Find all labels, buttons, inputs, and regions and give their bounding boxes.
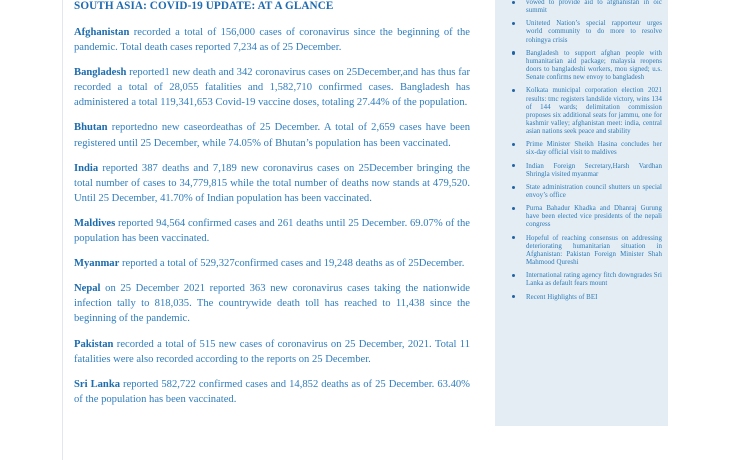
list-item <box>495 50 662 82</box>
list-item <box>495 87 662 136</box>
list-item <box>495 141 662 157</box>
news-item-text: vowed to provide aid to afghanistan in oic summit <box>526 0 662 15</box>
news-highlights-list <box>495 0 668 302</box>
list-item <box>495 184 662 200</box>
country-label-bangladesh: Bangladesh <box>74 67 127 79</box>
news-item-text: International rating agency fitch downgrades Sri Lanka as default fears mount <box>526 272 662 288</box>
news-item-text: Prime Minister Sheikh Hasina concludes her six-day official visit to maldives <box>526 141 662 157</box>
news-item-text: State administration council shutters un special envoy’s office <box>526 183 662 199</box>
paragraph-afghanistan <box>74 25 470 55</box>
paragraph-text-afghanistan: recorded a total of 156,000 cases of coronavirus since the beginning of the pandemic. Total death cases reported 7,234 as of 25 December. <box>74 27 470 54</box>
bullet-icon <box>512 143 515 146</box>
list-item <box>495 272 662 288</box>
country-label-maldives: Maldives <box>74 217 116 229</box>
list-item <box>495 235 662 267</box>
list-item <box>495 20 662 44</box>
list-item <box>495 294 662 302</box>
country-label-nepal: Nepal <box>74 283 101 295</box>
bullet-icon <box>512 295 515 298</box>
news-item-text: Hopeful of reaching consensus on addressing deteriorating humanitarian situation in Afghanistan: Pakistan Foreign Minister Shah Mahmood Qureshi <box>526 234 662 267</box>
news-item-text: Kolkata municipal corporation election 2021 results: tmc registers landslide victory, wins 134 of 144 wards; delimitation commission proposes six additional seats for jammu, one for kashmir valley; afghanistan meet: india, central asian nations seek peace and stability <box>526 87 662 135</box>
country-label-bhutan: Bhutan <box>74 122 108 134</box>
paragraph-text-sri-lanka: reported 582,722 confirmed cases and 14,852 deaths as of 25 December. 63.40% of the population has been vaccinated. <box>74 378 470 405</box>
country-label-pakistan: Pakistan <box>74 338 114 350</box>
news-item-text: Indian Foreign Secretary,Harsh Vardhan Shringla visited myanmar <box>526 162 662 178</box>
news-item-text: Recent Highlights of BEI <box>526 293 598 301</box>
paragraph-text-pakistan: recorded a total of 515 new cases of coronavirus on 25 December, 2021. Total 11 fatalities were also recorded according to the reports on 25 December. <box>74 338 470 365</box>
bullet-icon <box>512 164 515 167</box>
paragraph-text-bangladesh: reported1 new death and 342 coronavirus cases on 25December,and has thus far recorded a total of 28,055 fatalities and 1,582,710 confirmed cases. Bangladesh has administered a total 119,341,653 Covid-19 vaccine doses, totaling 27.44% of the population. <box>74 67 470 109</box>
news-highlights-sidebar <box>495 0 668 426</box>
country-label-sri-lanka: Sri Lanka <box>74 378 121 390</box>
bullet-icon <box>512 186 515 189</box>
bullet-icon <box>512 1 515 4</box>
paragraph-maldives <box>74 216 470 246</box>
news-item-text: Bangladesh to support afghan people with humanitarian aid package; malaysia reopens doors to bangladeshi workers, mou signed; u.s. Senate confirms new envoy to bangladesh <box>526 49 662 82</box>
paragraph-bhutan <box>74 120 470 150</box>
paragraph-text-maldives: reported 94,564 confirmed cases and 261 deaths until 25 December. 69.07% of the population has been vaccinated. <box>74 217 470 245</box>
page-title: SOUTH ASIA: COVID-19 UPDATE: AT A GLANCE <box>74 0 334 12</box>
paragraph-nepal <box>74 281 470 326</box>
paragraph-bangladesh <box>74 65 470 110</box>
paragraph-text-india: reported 387 deaths and 7,189 new coronavirus cases on 25December bringing the total number of cases to 34,779,815 while the total number of deaths now stands at 479,520. Until 25 December, 41.70% of Indian population has been vaccinated. <box>74 162 470 204</box>
paragraph-text-bhutan: reportedno new caseordeathas of 25 December. A total of 2,659 cases have been registered until 25 December, while 74.05% of Bhutan’s population has been vaccinated. <box>74 122 470 149</box>
bullet-icon <box>512 22 515 25</box>
list-item <box>495 205 662 229</box>
news-item-text: Purna Bahadur Khadka and Dhanraj Gurung have been elected vice presidents of the nepali congress <box>526 205 662 229</box>
left-margin-rule <box>62 0 63 460</box>
paragraph-india <box>74 161 470 206</box>
paragraph-pakistan <box>74 337 470 367</box>
list-item <box>495 163 662 179</box>
bullet-icon <box>512 207 515 210</box>
country-label-myanmar: Myanmar <box>74 258 120 270</box>
article-column <box>74 0 470 407</box>
news-item-text: Uniteted Nation’s special rapporteur urges world community to do more to resolve rohingya crisis <box>526 20 662 44</box>
paragraph-text-myanmar: reported a total of 529,327confirmed cases and 19,248 deaths as of 25December. <box>119 258 465 270</box>
bullet-icon <box>512 236 515 239</box>
bullet-icon <box>512 89 515 92</box>
list-item <box>495 0 662 15</box>
paragraph-text-nepal: on 25 December 2021 reported 363 new coronavirus cases taking the nationwide infection tally to 818,035. The countrywide death toll has reached to 11,438 since the beginning of the pandemic. <box>74 283 470 325</box>
country-label-afghanistan: Afghanistan <box>74 27 130 38</box>
paragraph-sri-lanka <box>74 377 470 407</box>
bullet-icon <box>512 274 515 277</box>
paragraph-myanmar <box>74 256 470 271</box>
country-label-india: India <box>74 162 99 174</box>
bullet-icon <box>512 51 515 54</box>
